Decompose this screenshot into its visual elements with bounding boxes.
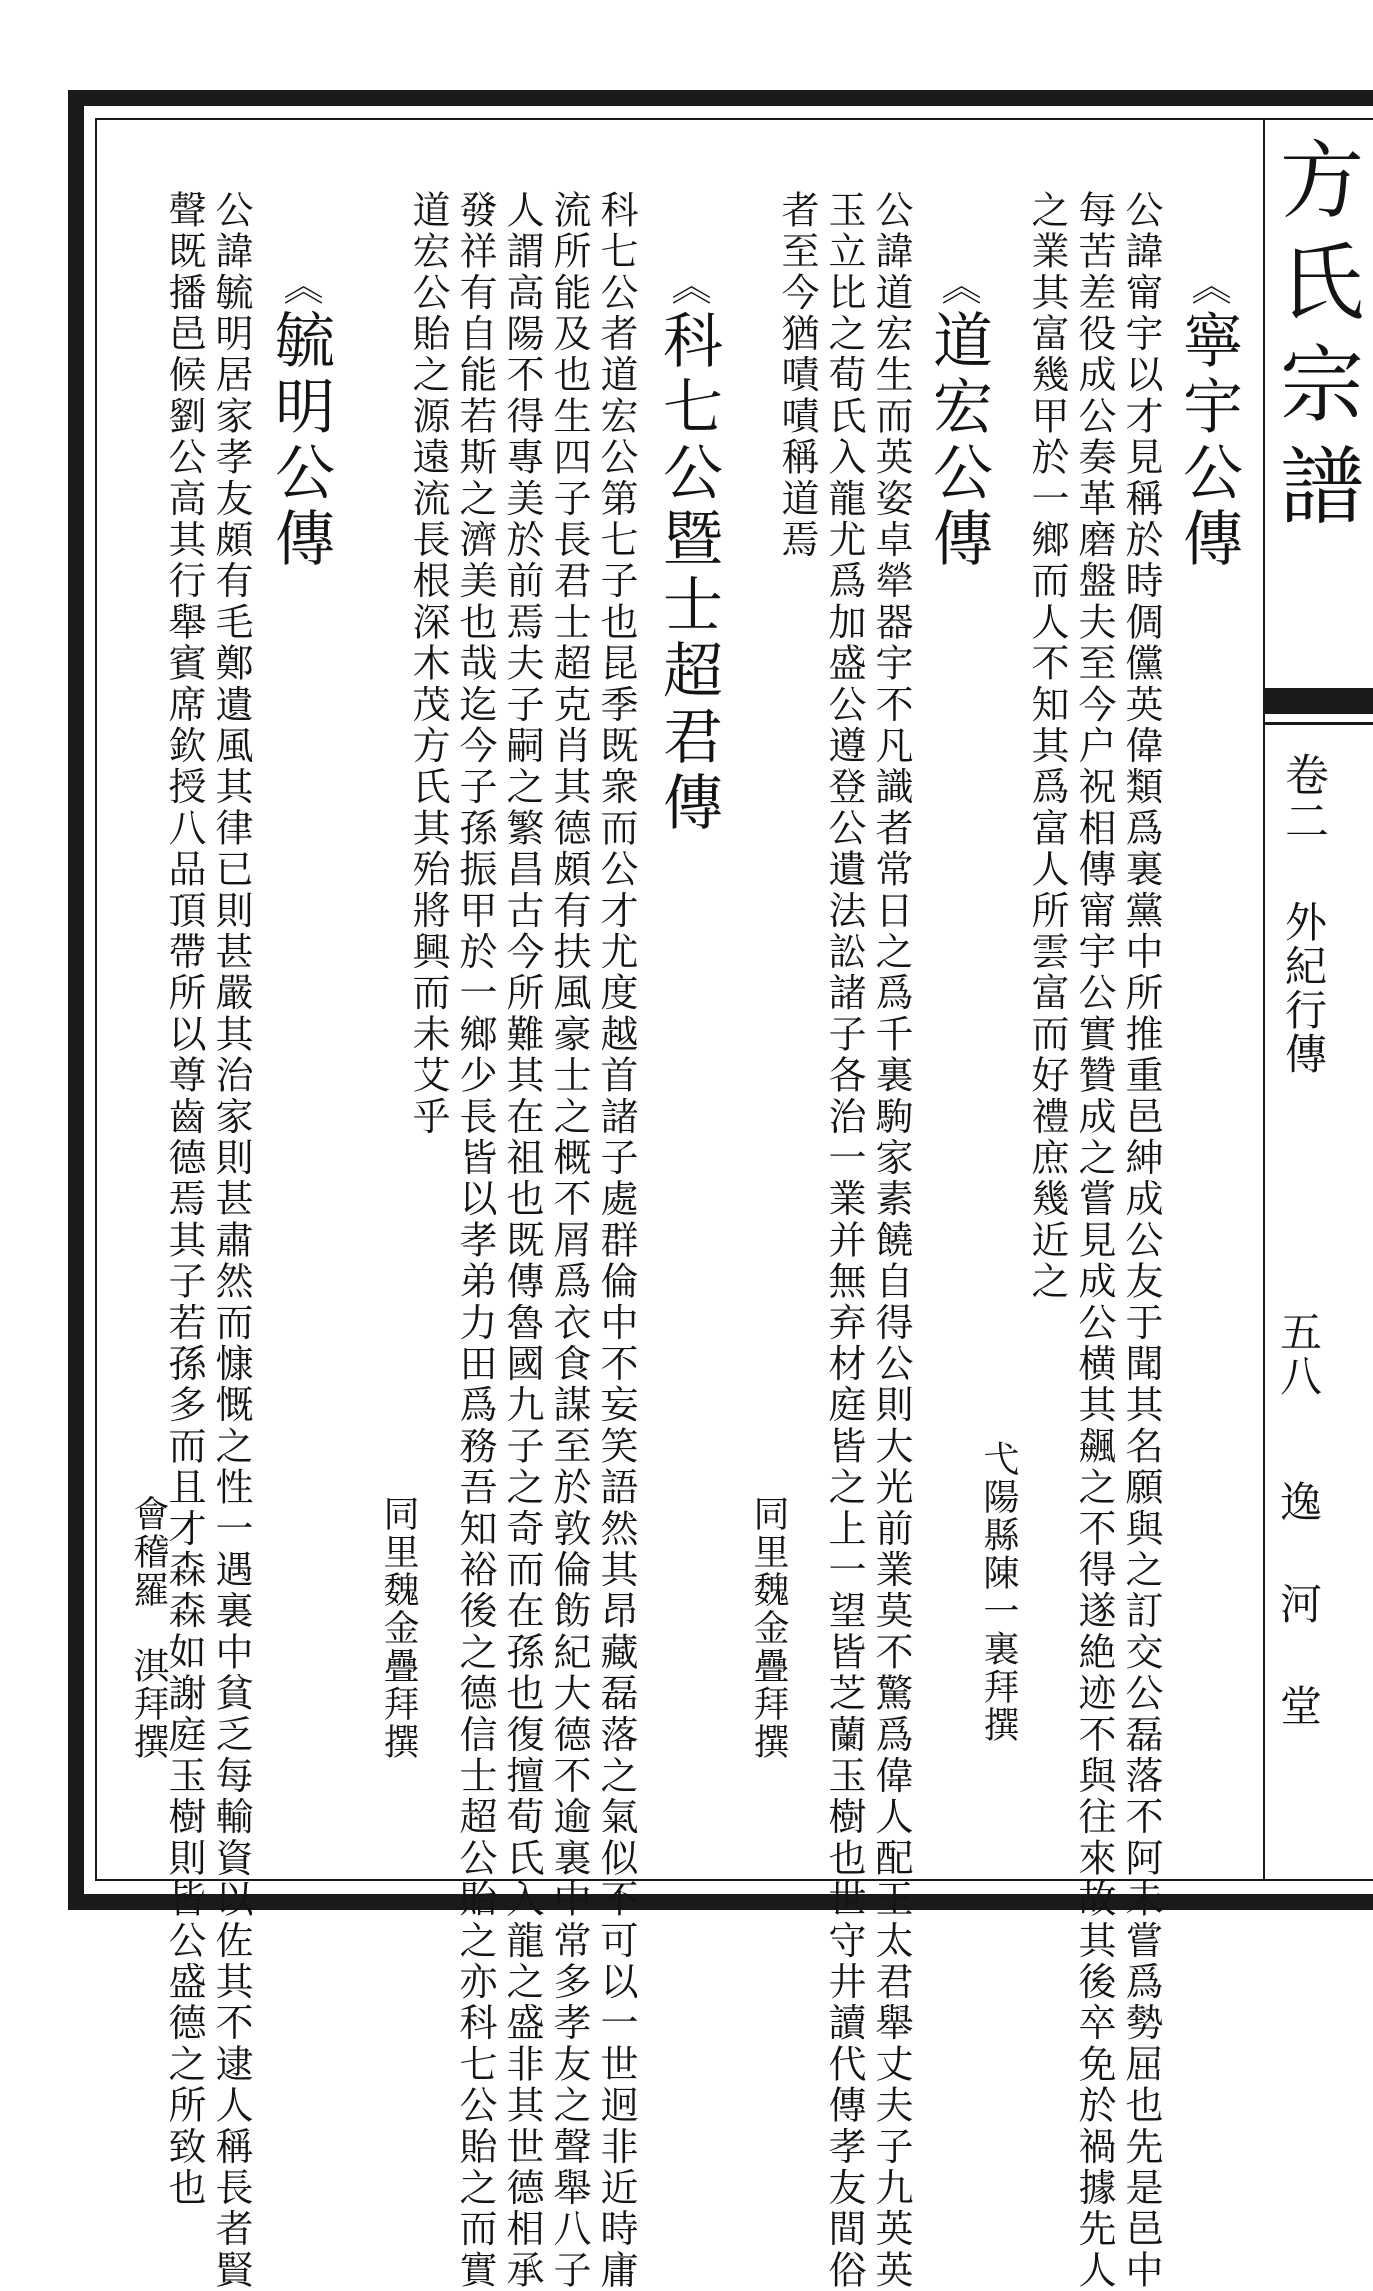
text-line: 者至今猶嘖嘖稱道焉	[775, 190, 819, 561]
volume-label: 卷二	[1277, 752, 1328, 844]
book-title-char: 氏	[1279, 234, 1364, 332]
section-heading: 《寧宇公傳	[1173, 265, 1243, 574]
signature: 同里魏金疊拜撰	[748, 1495, 789, 1761]
signature: 同里魏金疊拜撰	[378, 1495, 419, 1761]
heading-bracket-icon: 《	[665, 265, 711, 306]
text-line: 科七公者道宏公第七子也昆季既衆而公才尤度越首諸子處群倫中不妄笑語然其昂藏磊落之氣似不可以一世迥非近時庸	[594, 190, 638, 2291]
heading-bracket-icon: 《	[277, 265, 323, 306]
book-title	[1272, 130, 1372, 538]
spine-divider-thin	[1265, 722, 1373, 725]
text-line: 公諱甯宇以才見稱於時倜儻英偉類爲裏黨中所推重邑紳成公友于聞其名願與之訂交公磊落不阿未嘗爲勢屈也先是邑中	[1119, 190, 1163, 2291]
text-line: 道宏公貽之源遠流長根深木茂方氏其殆將興而未艾乎	[406, 190, 450, 1138]
text-line: 發祥有自能若斯之濟美也哉迄今子孫振甲於一鄉少長皆以孝弟力田爲務吾知裕後之德信士超公貽之亦科七公貽之而實	[453, 190, 497, 2291]
spine-divider-thick	[1265, 688, 1373, 714]
text-line: 公諱毓明居家孝友頗有毛鄭遺風其律已則甚嚴其治家則甚肅然而慷慨之性一遇裏中貧乏每輸資以佐其不逮人稱長者賢	[209, 190, 253, 2291]
section-heading: 《科七公暨士超君傳	[653, 265, 723, 838]
signature: 弋陽縣陳一裏拜撰	[978, 1440, 1019, 1744]
book-title-char: 譜	[1279, 438, 1364, 536]
book-title-char: 方	[1279, 132, 1364, 230]
heading-bracket-icon: 《	[935, 265, 981, 306]
text-line: 聲既播邑候劉公高其行舉賓席欽授八品頂帶所以尊齒德焉其子若孫多而且才森森如謝庭玉樹則皆公盛德之所致也	[162, 190, 206, 2209]
section-heading: 《道宏公傳	[923, 265, 993, 574]
heading-bracket-icon: 《	[1185, 265, 1231, 306]
text-line: 每苦差役成公奏革磨盤夫至今户祝相傳甯宇公實贊成之嘗見成公横其飆之不得遂絶迹不與往來故其後卒免於禍據先人	[1072, 190, 1116, 2291]
text-line: 流所能及也生四子長君士超克肖其德頗有扶風豪士之概不屑爲衣食謀至於敦倫飭紀大德不逾裏中常多孝友之聲舉八子	[547, 190, 591, 2291]
hall-name: 逸河堂	[1274, 1480, 1323, 1786]
text-line: 公諱道宏生而英姿卓犖器宇不凡識者常日之爲千裏駒家素饒自得公則大光前業莫不驚爲偉人配王太君舉丈夫子九英英	[869, 190, 913, 2291]
section-heading: 《毓明公傳	[265, 265, 335, 574]
section-label: 外紀行傳	[1279, 900, 1328, 1076]
text-line: 玉立比之荀氏入龍尤爲加盛公遵登公遺法訟諸子各治一業并無弃材庭皆之上一望皆芝蘭玉樹也世守井讀代傳孝友間俗	[822, 190, 866, 2291]
book-title-char: 宗	[1279, 336, 1364, 434]
signature: 會稽羅 淇拜撰	[128, 1495, 169, 1761]
text-line: 之業其富幾甲於一鄉而人不知其爲富人所雲富而好禮庶幾近之	[1025, 190, 1069, 1303]
text-line: 人謂高陽不得專美於前焉夫子嗣之繁昌古今所難其在祖也既傳魯國九子之奇而在孫也復擅荀氏入龍之盛非其世德相承	[500, 190, 544, 2291]
page-number: 五八	[1274, 1310, 1323, 1398]
